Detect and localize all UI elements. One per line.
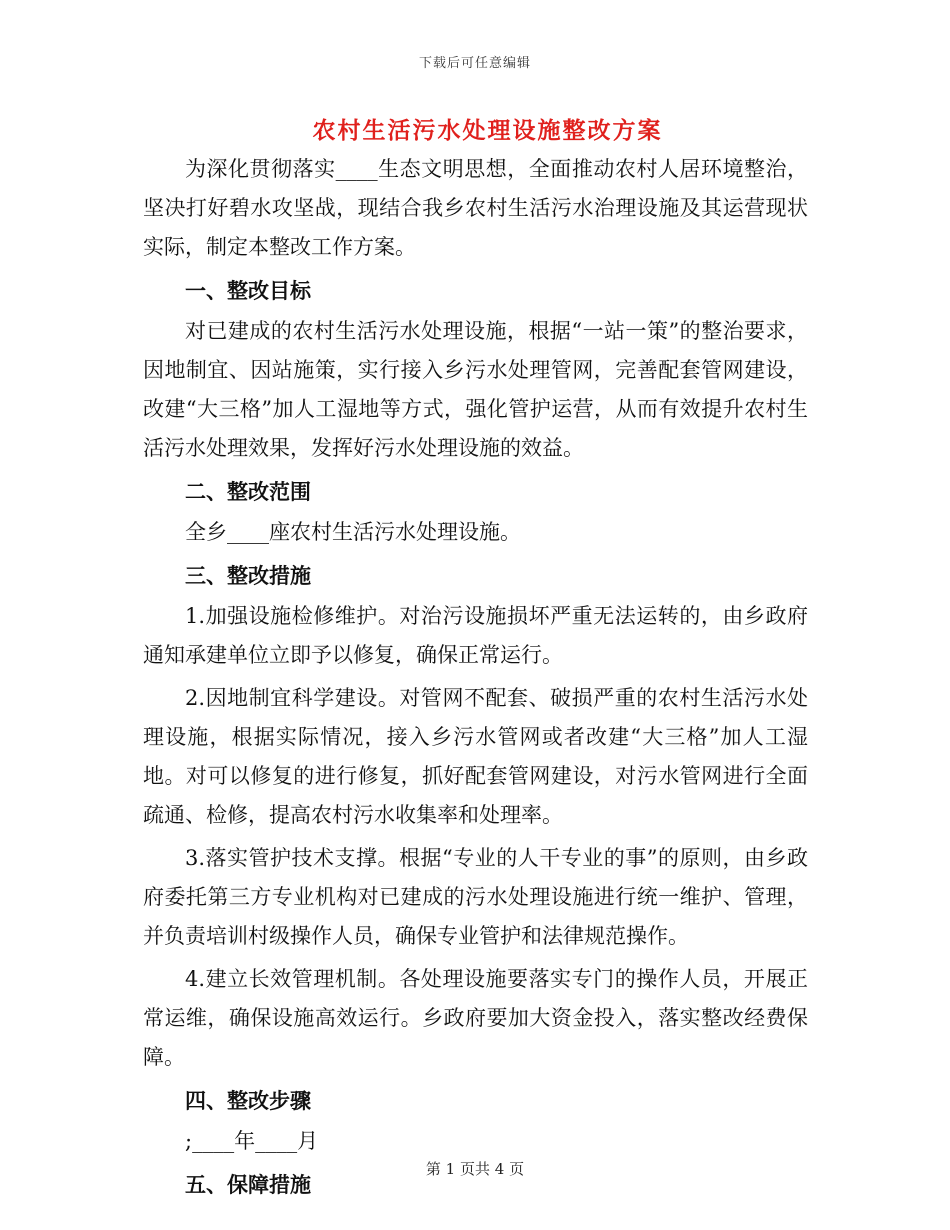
section-text-scope: 全乡____座农村生活污水处理设施。 [185, 520, 521, 544]
page-number: 第 1 页共 4 页 [425, 1160, 525, 1178]
section-heading-measures: 三、整改措施 [185, 563, 311, 588]
document-body [143, 150, 808, 1206]
measure-item-1: 1.加强设施检修维护。对治污设施损坏严重无法运转的，由乡政府通知承建单位立即予以修复，确保正常运行。 [143, 604, 808, 667]
section-heading-steps: 四、整改步骤 [185, 1088, 311, 1113]
measure-item-2: 2.因地制宜科学建设。对管网不配套、破损严重的农村生活污水处理设施，根据实际情况，接入乡污水管网或者改建“大三格”加人工湿地。对可以修复的进行修复，抓好配套管网建设，对污水管网进行全面疏通、检修，提高农村污水收集率和处理率。 [143, 686, 808, 827]
section-heading-goal: 一、整改目标 [185, 278, 311, 303]
document-title: 农村生活污水处理设施整改方案 [312, 117, 663, 144]
section-text-goal: 对已建成的农村生活污水处理设施，根据“一站一策”的整治要求，因地制宜、因站施策，实行接入乡污水处理管网，完善配套管网建设，改建“大三格”加人工湿地等方式，强化管护运营，从而有效提升农村生活污水处理效果，发挥好污水处理设施的效益。 [143, 319, 808, 460]
section-heading-scope: 二、整改范围 [185, 479, 311, 504]
measure-item-4: 4.建立长效管理机制。各处理设施要落实专门的操作人员，开展正常运维，确保设施高效运行。乡政府要加大资金投入，落实整改经费保障。 [143, 967, 808, 1069]
page-header-note: 下载后可任意编辑 [418, 56, 531, 71]
section-text-steps: ;____年____月 [185, 1129, 319, 1153]
section-heading-guarantee: 五、保障措施 [185, 1172, 311, 1197]
measure-item-3: 3.落实管护技术支撑。根据“专业的人干专业的事”的原则，由乡政府委托第三方专业机构对已建成的污水处理设施进行统一维护、管理，并负责培训村级操作人员，确保专业管护和法律规范操作。 [143, 846, 808, 948]
intro-paragraph: 为深化贯彻落实____生态文明思想，全面推动农村人居环境整治，坚决打好碧水攻坚战，现结合我乡农村生活污水治理设施及其运营现状实际，制定本整改工作方案。 [143, 157, 808, 259]
